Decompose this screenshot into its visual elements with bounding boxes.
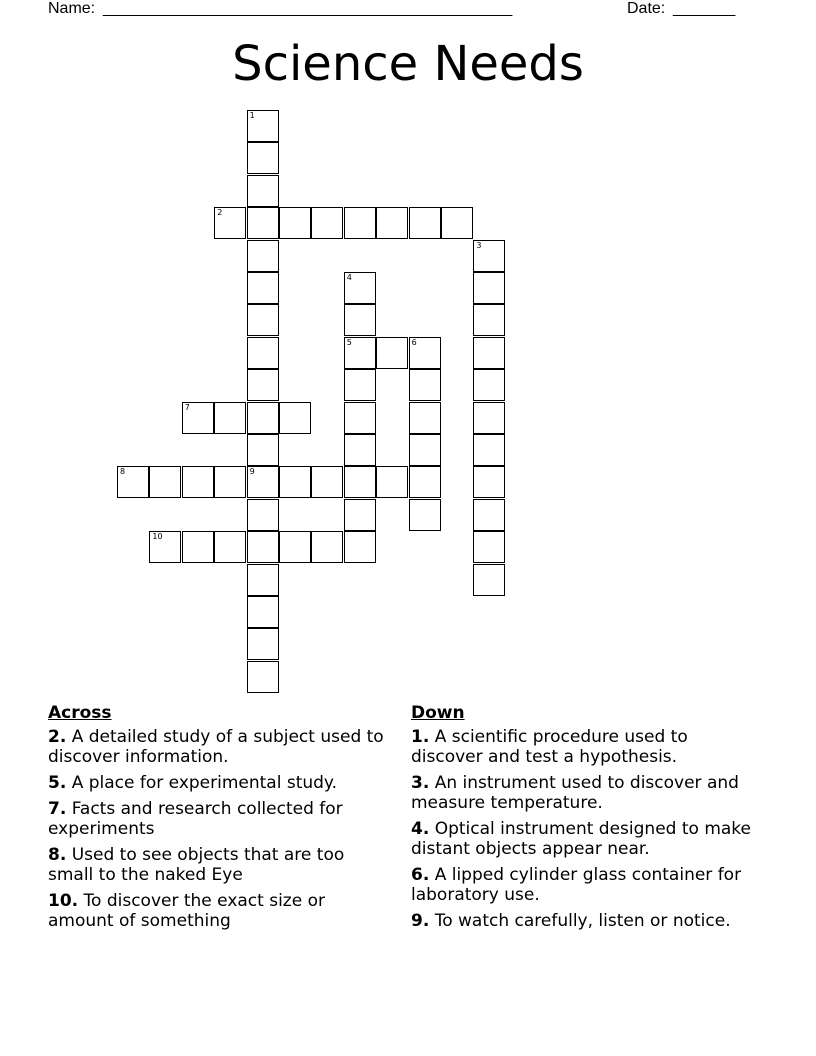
clue-number: 2. <box>48 727 67 747</box>
grid-cell[interactable] <box>344 531 376 563</box>
grid-cell[interactable] <box>376 466 408 498</box>
grid-cell[interactable] <box>182 531 214 563</box>
down-clue <box>411 865 751 905</box>
clue-number: 4. <box>411 819 430 839</box>
clue-text: To watch carefully, listen or notice. <box>434 911 731 931</box>
grid-cell[interactable] <box>344 207 376 239</box>
clue-number: 6. <box>411 865 430 885</box>
clue-text: A detailed study of a subject used to discover information. <box>48 727 384 767</box>
grid-cell[interactable] <box>247 531 279 563</box>
grid-cell[interactable] <box>247 499 279 531</box>
clue-text: Facts and research collected for experiments <box>48 799 343 839</box>
grid-cell[interactable] <box>409 499 441 531</box>
name-field[interactable]: ______________________________________________ <box>103 0 513 17</box>
grid-cell[interactable] <box>214 207 246 239</box>
grid-cell[interactable] <box>247 402 279 434</box>
clue-text: An instrument used to discover and measure temperature. <box>411 773 739 813</box>
clue-text: A lipped cylinder glass container for laboratory use. <box>411 865 742 905</box>
grid-cell[interactable] <box>247 661 279 693</box>
grid-cell[interactable] <box>473 369 505 401</box>
grid-cell[interactable] <box>409 402 441 434</box>
grid-cell[interactable] <box>182 466 214 498</box>
grid-cell[interactable] <box>247 369 279 401</box>
grid-cell[interactable] <box>247 272 279 304</box>
clue-number: 8. <box>48 845 67 865</box>
grid-cell[interactable] <box>279 531 311 563</box>
page-title: Science Needs <box>232 36 584 92</box>
cell-number: 9 <box>249 467 255 477</box>
across-clue <box>48 891 388 931</box>
down-clue <box>411 727 751 767</box>
date-field[interactable]: _______ <box>673 0 736 17</box>
cell-number: 8 <box>120 467 126 477</box>
grid-cell[interactable] <box>279 207 311 239</box>
grid-cell[interactable] <box>473 304 505 336</box>
grid-cell[interactable] <box>311 207 343 239</box>
grid-cell[interactable] <box>409 434 441 466</box>
grid-cell[interactable] <box>182 402 214 434</box>
down-clue <box>411 819 751 859</box>
grid-cell[interactable] <box>409 369 441 401</box>
across-clues <box>48 703 388 937</box>
clue-number: 9. <box>411 911 430 931</box>
grid-cell[interactable] <box>441 207 473 239</box>
clue-number: 7. <box>48 799 67 819</box>
grid-cell[interactable] <box>247 337 279 369</box>
grid-cell[interactable] <box>473 564 505 596</box>
grid-cell[interactable] <box>311 466 343 498</box>
across-clue <box>48 799 388 839</box>
grid-cell[interactable] <box>117 466 149 498</box>
grid-cell[interactable] <box>247 434 279 466</box>
grid-cell[interactable] <box>247 240 279 272</box>
grid-cell[interactable] <box>247 175 279 207</box>
cell-number: 4 <box>346 273 352 282</box>
grid-cell[interactable] <box>279 466 311 498</box>
grid-cell[interactable] <box>247 466 279 498</box>
grid-cell[interactable] <box>214 531 246 563</box>
grid-cell[interactable] <box>473 531 505 563</box>
grid-cell[interactable] <box>344 466 376 498</box>
clue-number: 5. <box>48 773 67 793</box>
grid-cell[interactable] <box>473 434 505 466</box>
clue-number: 1. <box>411 727 430 747</box>
grid-cell[interactable] <box>473 240 505 272</box>
across-clue <box>48 773 388 793</box>
grid-cell[interactable] <box>344 434 376 466</box>
grid-cell[interactable] <box>344 369 376 401</box>
grid-cell[interactable] <box>473 499 505 531</box>
name-label: Name: <box>48 0 96 17</box>
grid-cell[interactable] <box>247 304 279 336</box>
grid-cell[interactable] <box>344 499 376 531</box>
grid-cell[interactable] <box>409 207 441 239</box>
across-clue <box>48 845 388 885</box>
grid-cell[interactable] <box>473 466 505 498</box>
grid-cell[interactable] <box>247 142 279 174</box>
down-heading: Down <box>411 703 465 723</box>
grid-cell[interactable] <box>344 272 376 304</box>
grid-cell[interactable] <box>473 272 505 304</box>
clue-number: 3. <box>411 773 430 793</box>
grid-cell[interactable] <box>409 337 441 369</box>
grid-cell[interactable] <box>149 531 181 563</box>
grid-cell[interactable] <box>247 207 279 239</box>
grid-cell[interactable] <box>409 466 441 498</box>
cell-number: 5 <box>346 337 352 347</box>
cell-number: 2 <box>217 208 223 218</box>
cell-number: 1 <box>249 111 255 120</box>
across-heading: Across <box>48 703 112 723</box>
clue-text: To discover the exact size or amount of something <box>48 891 325 931</box>
clue-text: A scientific procedure used to discover and test a hypothesis. <box>411 727 688 767</box>
grid-cell[interactable] <box>344 337 376 369</box>
clue-number: 10. <box>48 891 79 911</box>
grid-cell[interactable] <box>473 402 505 434</box>
grid-cell[interactable] <box>247 596 279 628</box>
cell-number: 7 <box>184 402 190 412</box>
grid-cell[interactable] <box>149 466 181 498</box>
grid-cell[interactable] <box>344 304 376 336</box>
date-label: Date: <box>627 0 666 17</box>
cell-number: 6 <box>411 337 417 347</box>
grid-cell[interactable] <box>344 402 376 434</box>
grid-cell[interactable] <box>279 402 311 434</box>
grid-cell[interactable] <box>247 110 279 142</box>
clue-text: A place for experimental study. <box>71 773 337 793</box>
grid-cell[interactable] <box>376 337 408 369</box>
down-clues <box>411 703 751 937</box>
grid-cell[interactable] <box>376 207 408 239</box>
grid-cell[interactable] <box>247 628 279 660</box>
grid-cell[interactable] <box>214 402 246 434</box>
clue-text: Used to see objects that are too small to the naked Eye <box>48 845 345 885</box>
cell-number: 3 <box>476 240 482 250</box>
across-clue <box>48 727 388 767</box>
down-clue <box>411 911 751 931</box>
clue-text: Optical instrument designed to make distant objects appear near. <box>411 819 751 859</box>
grid-cell[interactable] <box>473 337 505 369</box>
cell-number: 10 <box>152 532 163 542</box>
grid-cell[interactable] <box>214 466 246 498</box>
grid-cell[interactable] <box>247 564 279 596</box>
grid-cell[interactable] <box>311 531 343 563</box>
down-clue <box>411 773 751 813</box>
